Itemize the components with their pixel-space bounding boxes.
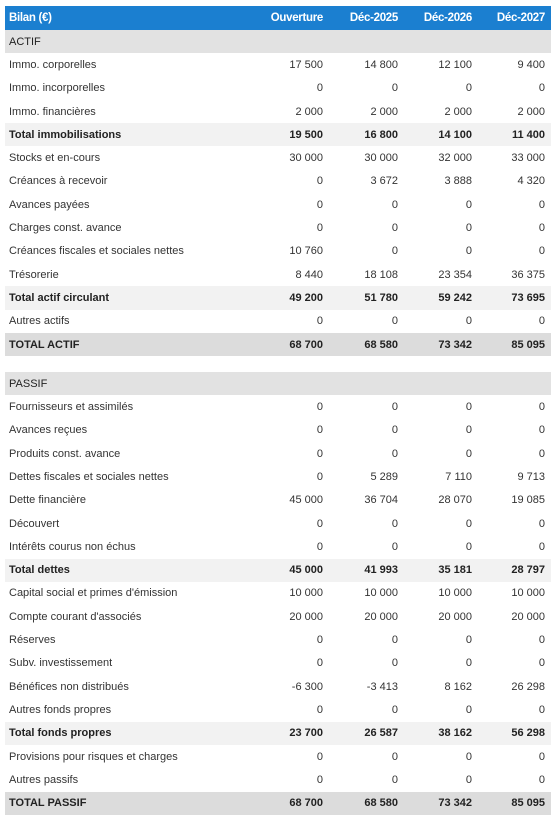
value-cell: 0 bbox=[465, 245, 472, 258]
row-label: Charges const. avance bbox=[9, 222, 122, 235]
passif-section-header bbox=[5, 372, 551, 395]
value-cell: 0 bbox=[538, 750, 545, 763]
value-cell: 0 bbox=[538, 773, 545, 786]
value-cell: 26 587 bbox=[329, 722, 404, 745]
value-cell: 10 000 bbox=[438, 587, 472, 600]
table-row bbox=[5, 628, 551, 651]
value-cell: 0 bbox=[391, 401, 398, 414]
column-header-dec-2027: Déc-2027 bbox=[478, 6, 551, 30]
value-cell: 0 bbox=[465, 634, 472, 647]
actif-section-header bbox=[5, 30, 551, 53]
value-cell: -3 413 bbox=[366, 680, 398, 693]
table-row bbox=[5, 263, 551, 286]
value-cell: 73 695 bbox=[478, 286, 551, 309]
value-cell: 0 bbox=[538, 82, 545, 95]
value-cell: 16 800 bbox=[329, 123, 404, 146]
value-cell: 19 085 bbox=[511, 494, 545, 507]
value-cell: 0 bbox=[391, 750, 398, 763]
value-cell: 0 bbox=[316, 198, 323, 211]
table-row bbox=[5, 53, 551, 76]
table-row bbox=[5, 652, 551, 675]
row-label: Créances fiscales et sociales nettes bbox=[9, 245, 184, 258]
value-cell: 10 000 bbox=[364, 587, 398, 600]
grand-total-row bbox=[5, 333, 551, 356]
section-label: ACTIF bbox=[5, 30, 551, 53]
value-cell: 36 375 bbox=[511, 268, 545, 281]
table-row bbox=[5, 512, 551, 535]
value-cell: 68 580 bbox=[329, 333, 404, 356]
table-row bbox=[5, 489, 551, 512]
value-cell: 0 bbox=[538, 401, 545, 414]
value-cell: 0 bbox=[316, 470, 323, 483]
value-cell: 28 797 bbox=[478, 559, 551, 582]
value-cell: 8 162 bbox=[444, 680, 472, 693]
value-cell: 0 bbox=[391, 657, 398, 670]
row-label: Total fonds propres bbox=[5, 722, 249, 745]
value-cell: 0 bbox=[391, 222, 398, 235]
table-row bbox=[5, 698, 551, 721]
value-cell: 30 000 bbox=[364, 152, 398, 165]
value-cell: 36 704 bbox=[364, 494, 398, 507]
value-cell: 7 110 bbox=[445, 470, 472, 483]
value-cell: 20 000 bbox=[364, 610, 398, 623]
value-cell: 23 700 bbox=[249, 722, 329, 745]
value-cell: 0 bbox=[316, 424, 323, 437]
value-cell: 9 713 bbox=[517, 470, 545, 483]
value-cell: 2 000 bbox=[517, 105, 545, 118]
column-header-ouverture: Ouverture bbox=[249, 6, 329, 30]
row-label: Compte courant d'associés bbox=[9, 610, 142, 623]
value-cell: 17 500 bbox=[289, 58, 323, 71]
header-row bbox=[5, 6, 551, 30]
row-label: Avances payées bbox=[9, 198, 90, 211]
value-cell: 59 242 bbox=[404, 286, 478, 309]
balance-sheet-table bbox=[5, 6, 551, 815]
value-cell: 0 bbox=[391, 82, 398, 95]
table-row bbox=[5, 216, 551, 239]
column-header-dec-2026: Déc-2026 bbox=[404, 6, 478, 30]
row-label: Dettes fiscales et sociales nettes bbox=[9, 470, 169, 483]
subtotal-row bbox=[5, 286, 551, 309]
value-cell: 0 bbox=[391, 245, 398, 258]
value-cell: 73 342 bbox=[404, 792, 478, 815]
value-cell: -6 300 bbox=[291, 680, 323, 693]
value-cell: 10 760 bbox=[289, 245, 323, 258]
row-label: Créances à recevoir bbox=[9, 175, 108, 188]
table-row bbox=[5, 240, 551, 263]
value-cell: 19 500 bbox=[249, 123, 329, 146]
value-cell: 0 bbox=[391, 447, 398, 460]
row-label: Fournisseurs et assimilés bbox=[9, 401, 134, 414]
row-label: Immo. corporelles bbox=[9, 58, 97, 71]
value-cell: 51 780 bbox=[329, 286, 404, 309]
row-label: Immo. incorporelles bbox=[9, 82, 105, 95]
row-label: Bénéfices non distribués bbox=[9, 680, 129, 693]
value-cell: 9 400 bbox=[517, 58, 545, 71]
value-cell: 0 bbox=[538, 703, 545, 716]
value-cell: 0 bbox=[465, 401, 472, 414]
value-cell: 10 000 bbox=[511, 587, 545, 600]
value-cell: 4 320 bbox=[517, 175, 545, 188]
table-row bbox=[5, 193, 551, 216]
table-row bbox=[5, 605, 551, 628]
value-cell: 68 700 bbox=[249, 792, 329, 815]
row-label: Immo. financières bbox=[9, 105, 96, 118]
value-cell: 85 095 bbox=[478, 792, 551, 815]
section-spacer bbox=[5, 356, 551, 372]
value-cell: 8 440 bbox=[295, 268, 323, 281]
grand-total-row bbox=[5, 792, 551, 815]
table-row bbox=[5, 442, 551, 465]
table-row bbox=[5, 419, 551, 442]
value-cell: 2 000 bbox=[295, 105, 323, 118]
value-cell: 23 354 bbox=[438, 268, 472, 281]
value-cell: 0 bbox=[538, 634, 545, 647]
table-row bbox=[5, 146, 551, 169]
value-cell: 0 bbox=[465, 517, 472, 530]
value-cell: 68 580 bbox=[329, 792, 404, 815]
table-row bbox=[5, 535, 551, 558]
value-cell: 45 000 bbox=[289, 494, 323, 507]
value-cell: 0 bbox=[538, 198, 545, 211]
value-cell: 20 000 bbox=[289, 610, 323, 623]
value-cell: 0 bbox=[538, 315, 545, 328]
subtotal-row bbox=[5, 722, 551, 745]
value-cell: 12 100 bbox=[438, 58, 472, 71]
balance-sheet bbox=[5, 0, 551, 815]
value-cell: 0 bbox=[538, 657, 545, 670]
value-cell: 0 bbox=[538, 222, 545, 235]
subtotal-row bbox=[5, 559, 551, 582]
value-cell: 18 108 bbox=[364, 268, 398, 281]
row-label: Autres fonds propres bbox=[9, 703, 112, 716]
row-label: Total immobilisations bbox=[5, 123, 249, 146]
row-label: Total dettes bbox=[5, 559, 249, 582]
table-row bbox=[5, 465, 551, 488]
table-row bbox=[5, 675, 551, 698]
value-cell: 5 289 bbox=[370, 470, 398, 483]
value-cell: 38 162 bbox=[404, 722, 478, 745]
table-row bbox=[5, 77, 551, 100]
table-row bbox=[5, 395, 551, 418]
value-cell: 0 bbox=[391, 315, 398, 328]
value-cell: 14 800 bbox=[364, 58, 398, 71]
value-cell: 0 bbox=[538, 517, 545, 530]
value-cell: 0 bbox=[465, 315, 472, 328]
value-cell: 0 bbox=[465, 540, 472, 553]
table-title: Bilan (€) bbox=[5, 6, 249, 30]
value-cell: 0 bbox=[391, 424, 398, 437]
row-label: Intérêts courus non échus bbox=[9, 540, 136, 553]
value-cell: 0 bbox=[465, 222, 472, 235]
value-cell: 0 bbox=[316, 750, 323, 763]
value-cell: 0 bbox=[538, 245, 545, 258]
row-label: Réserves bbox=[9, 634, 56, 647]
row-label: Subv. investissement bbox=[9, 657, 113, 670]
value-cell: 14 100 bbox=[404, 123, 478, 146]
value-cell: 10 000 bbox=[289, 587, 323, 600]
value-cell: 0 bbox=[316, 175, 323, 188]
row-label: TOTAL ACTIF bbox=[5, 333, 249, 356]
row-label: Découvert bbox=[9, 517, 60, 530]
value-cell: 0 bbox=[391, 540, 398, 553]
value-cell: 28 070 bbox=[438, 494, 472, 507]
row-label: Capital social et primes d'émission bbox=[9, 587, 178, 600]
value-cell: 0 bbox=[316, 540, 323, 553]
row-label: Autres actifs bbox=[9, 315, 70, 328]
value-cell: 45 000 bbox=[249, 559, 329, 582]
value-cell: 0 bbox=[316, 634, 323, 647]
table-row bbox=[5, 170, 551, 193]
value-cell: 0 bbox=[391, 703, 398, 716]
value-cell: 49 200 bbox=[249, 286, 329, 309]
row-label: Autres passifs bbox=[9, 773, 79, 786]
subtotal-row bbox=[5, 123, 551, 146]
value-cell: 0 bbox=[316, 517, 323, 530]
column-header-dec-2025: Déc-2025 bbox=[329, 6, 404, 30]
table-body bbox=[5, 30, 551, 815]
value-cell: 0 bbox=[316, 657, 323, 670]
row-label: Dette financière bbox=[9, 494, 87, 507]
value-cell: 85 095 bbox=[478, 333, 551, 356]
value-cell: 68 700 bbox=[249, 333, 329, 356]
value-cell: 41 993 bbox=[329, 559, 404, 582]
value-cell: 0 bbox=[465, 703, 472, 716]
row-label: Stocks et en-cours bbox=[9, 152, 101, 165]
row-label: Produits const. avance bbox=[9, 447, 121, 460]
value-cell: 26 298 bbox=[511, 680, 545, 693]
row-label: Avances reçues bbox=[9, 424, 88, 437]
value-cell: 0 bbox=[465, 447, 472, 460]
value-cell: 35 181 bbox=[404, 559, 478, 582]
value-cell: 0 bbox=[538, 447, 545, 460]
value-cell: 33 000 bbox=[511, 152, 545, 165]
value-cell: 30 000 bbox=[289, 152, 323, 165]
value-cell: 56 298 bbox=[478, 722, 551, 745]
row-label: TOTAL PASSIF bbox=[5, 792, 249, 815]
value-cell: 20 000 bbox=[511, 610, 545, 623]
value-cell: 0 bbox=[316, 703, 323, 716]
value-cell: 0 bbox=[465, 424, 472, 437]
value-cell: 0 bbox=[538, 424, 545, 437]
value-cell: 11 400 bbox=[478, 123, 551, 146]
value-cell: 32 000 bbox=[438, 152, 472, 165]
value-cell: 3 672 bbox=[370, 175, 398, 188]
table-row bbox=[5, 100, 551, 123]
value-cell: 0 bbox=[465, 82, 472, 95]
section-label: PASSIF bbox=[5, 372, 551, 395]
value-cell: 0 bbox=[316, 315, 323, 328]
row-label: Provisions pour risques et charges bbox=[9, 750, 178, 763]
table-row bbox=[5, 768, 551, 791]
table-row bbox=[5, 745, 551, 768]
value-cell: 0 bbox=[391, 198, 398, 211]
spacer-cell bbox=[5, 356, 551, 372]
value-cell: 0 bbox=[391, 634, 398, 647]
value-cell: 20 000 bbox=[438, 610, 472, 623]
value-cell: 0 bbox=[538, 540, 545, 553]
value-cell: 0 bbox=[391, 773, 398, 786]
row-label: Trésorerie bbox=[9, 268, 59, 281]
value-cell: 0 bbox=[465, 750, 472, 763]
value-cell: 0 bbox=[465, 773, 472, 786]
value-cell: 2 000 bbox=[444, 105, 472, 118]
row-label: Total actif circulant bbox=[5, 286, 249, 309]
value-cell: 0 bbox=[316, 82, 323, 95]
value-cell: 0 bbox=[316, 773, 323, 786]
table-row bbox=[5, 310, 551, 333]
value-cell: 0 bbox=[465, 198, 472, 211]
table-row bbox=[5, 582, 551, 605]
value-cell: 73 342 bbox=[404, 333, 478, 356]
value-cell: 0 bbox=[316, 447, 323, 460]
value-cell: 3 888 bbox=[444, 175, 472, 188]
value-cell: 0 bbox=[316, 401, 323, 414]
value-cell: 0 bbox=[391, 517, 398, 530]
value-cell: 0 bbox=[465, 657, 472, 670]
value-cell: 0 bbox=[316, 222, 323, 235]
value-cell: 2 000 bbox=[370, 105, 398, 118]
